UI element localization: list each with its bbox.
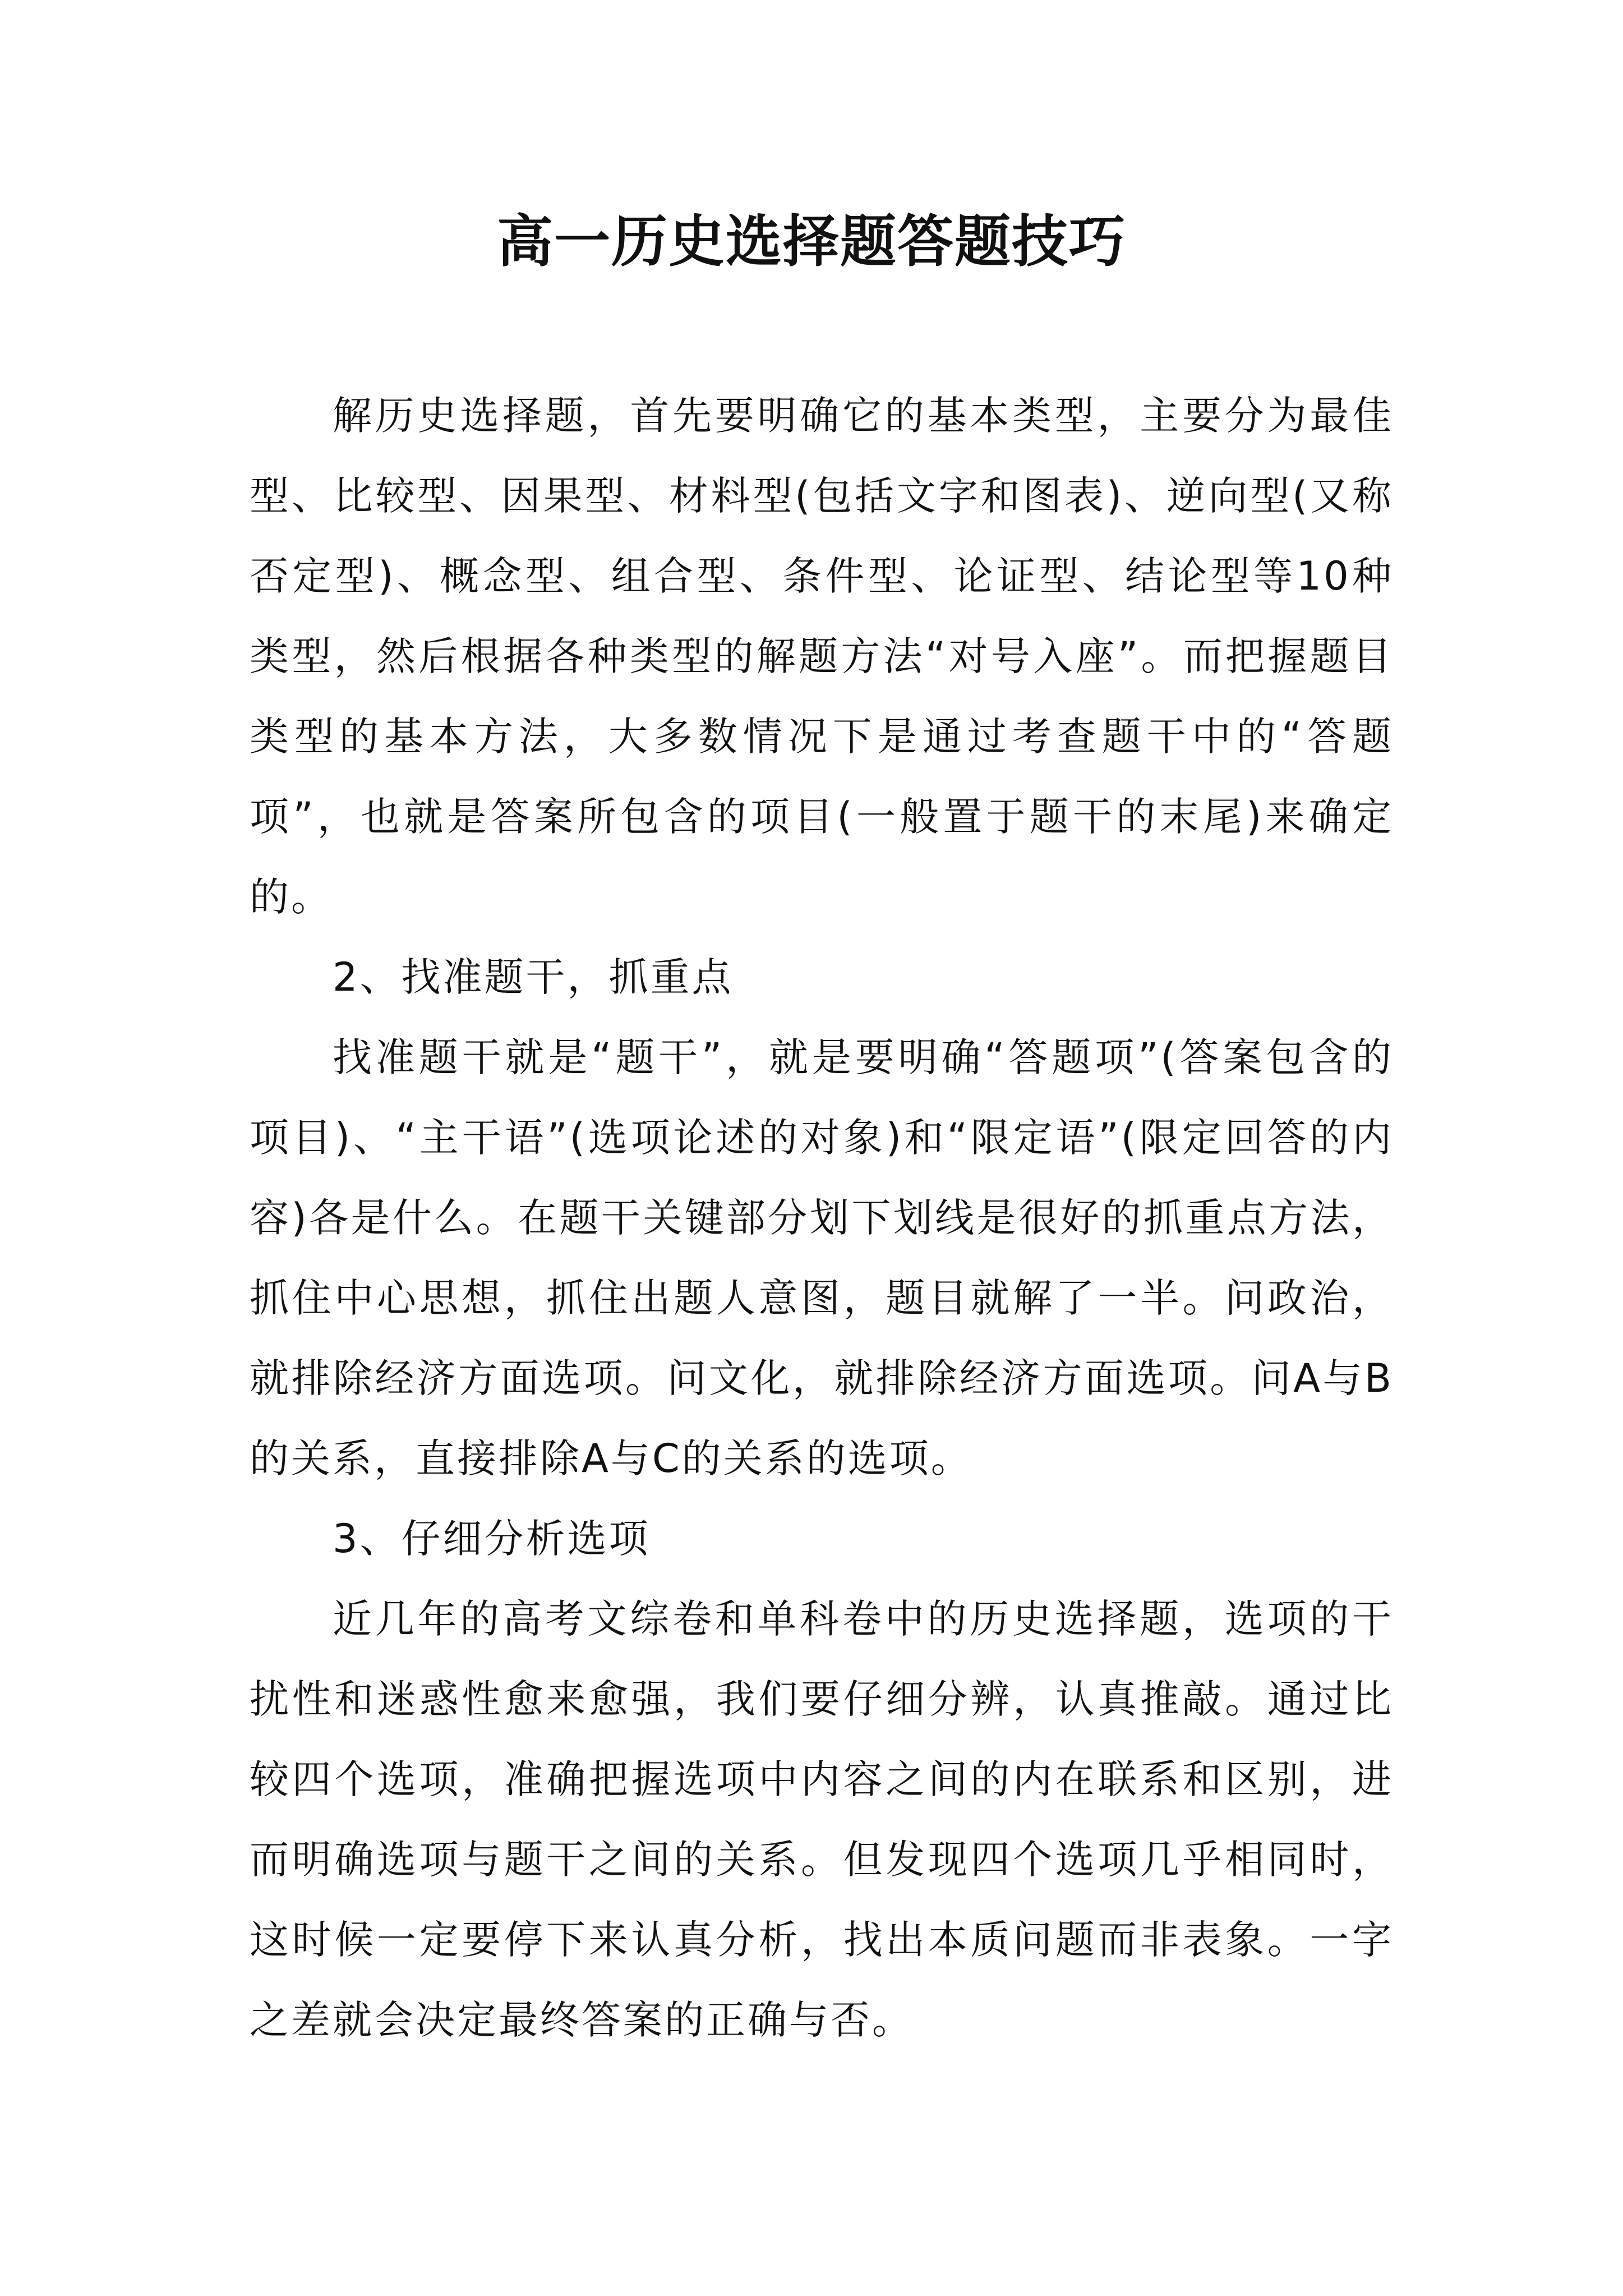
section-heading-3: 3、仔细分析选项 [333, 1516, 651, 1562]
section-heading-2: 2、找准题干，抓重点 [333, 954, 734, 1000]
paragraph-section-3: 近几年的高考文综卷和单科卷中的历史选择题，选项的干扰性和迷惑性愈来愈强，我们要仔细分辨，认真推敲。通过比较四个选项，准确把握选项中内容之间的内在联系和区别，进而明确选项与题干之间的关系。但发现四个选项几乎相同时，这时候一定要停下来认真分析，找出本质问题而非表象。一字之差就会决定最终答案的正确与否。 [250, 1596, 1394, 2043]
document-title: 高一历史选择题答题技巧 [497, 208, 1126, 274]
paragraph-intro: 解历史选择题，首先要明确它的基本类型，主要分为最佳型、比较型、因果型、材料型(包括文字和图表)、逆向型(又称否定型)、概念型、组合型、条件型、论证型、结论型等10种类型，然后根据各种类型的解题方法“对号入座”。而把握题目类型的基本方法，大多数情况下是通过考查题干中的“答题项”，也就是答案所包含的项目(一般置于题干的末尾)来确定的。 [250, 393, 1394, 920]
document-body [250, 376, 1394, 2060]
paragraph-section-2: 找准题干就是“题干”，就是要明确“答题项”(答案包含的项目)、“主干语”(选项论述的对象)和“限定语”(限定回答的内容)各是什么。在题干关键部分划下划线是很好的抓重点方法，抓住中心思想，抓住出题人意图，题目就解了一半。问政治，就排除经济方面选项。问文化，就排除经济方面选项。问A与B的关系，直接排除A与C的关系的选项。 [250, 1034, 1394, 1481]
